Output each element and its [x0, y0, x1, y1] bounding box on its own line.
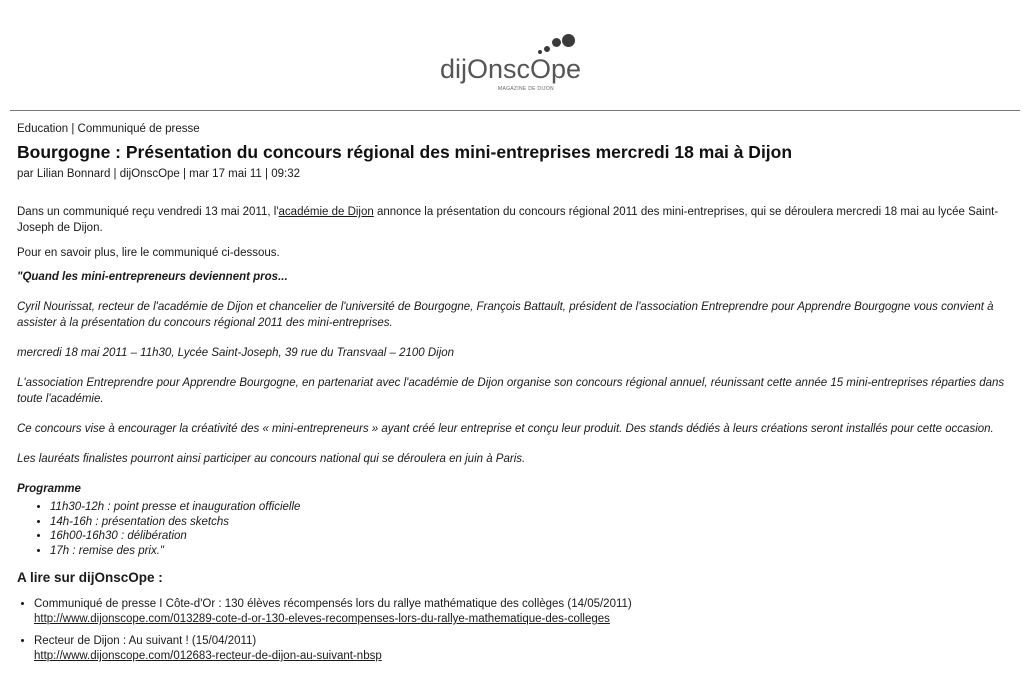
related-list	[17, 597, 1017, 664]
article-title: Bourgogne : Présentation du concours régional des mini-entreprises mercredi 18 mai à Dijon	[17, 142, 793, 162]
intro-text-before: Dans un communiqué reçu vendredi 13 mai 2011, l'	[17, 206, 279, 218]
related-item-link[interactable]: http://www.dijonscope.com/013289-cote-d-or-130-eleves-recompenses-lors-du-rallye-mathematique-des-colleges	[34, 613, 610, 625]
academie-link[interactable]: académie de Dijon	[278, 206, 374, 218]
programme-item: • 16h00-16h30 : délibération	[50, 529, 1017, 544]
site-logo[interactable]	[440, 34, 590, 94]
read-more-paragraph: Pour en savoir plus, lire le communiqué ci-dessous.	[17, 247, 280, 259]
intro-text-after: annonce la présentation du concours régional 2011 des mini-entreprises, qui se déroulera mercredi 18 mai au lycée Saint-Joseph de Dijon.	[17, 206, 999, 234]
intro-paragraph	[17, 204, 1017, 236]
article-byline: par Lilian Bonnard | dijOnscOpe | mar 17 mai 11 | 09:32	[17, 168, 300, 180]
logo-tagline: MAGAZINE DE DIJON	[498, 86, 554, 92]
related-item	[34, 634, 1017, 664]
quote-heading: "Quand les mini-entrepreneurs deviennent pros...	[17, 271, 288, 283]
related-heading: A lire sur dijOnscOpe :	[17, 570, 163, 585]
article	[17, 123, 1017, 671]
related-item-title: Recteur de Dijon : Au suivant ! (15/04/2011)	[34, 635, 257, 647]
header-divider	[10, 110, 1020, 111]
paragraph-concours: Ce concours vise à encourager la créativité des « mini-entrepreneurs » ayant créé leur entreprise et conçu leur produit. Des stands dédiés à leurs créations seront installés pour cette occasion.	[17, 423, 994, 435]
related-item	[34, 597, 1017, 627]
related-item-link[interactable]: http://www.dijonscope.com/012683-recteur-de-dijon-au-suivant-nbsp	[34, 650, 382, 662]
paragraph-date-location: mercredi 18 mai 2011 – 11h30, Lycée Saint-Joseph, 39 rue du Transvaal – 2100 Dijon	[17, 347, 455, 359]
programme-item: • 11h30-12h : point presse et inauguration officielle	[50, 500, 1017, 515]
logo-text: dijOnscOpe	[440, 54, 582, 84]
article-category[interactable]: Education | Communiqué de presse	[17, 123, 200, 135]
programme-heading: Programme	[17, 483, 81, 495]
programme-item: • 17h : remise des prix."	[50, 544, 1017, 559]
related-item-title: Communiqué de presse I Côte-d'Or : 130 élèves récompensés lors du rallye mathématique des collèges (14/05/2011)	[34, 598, 632, 610]
programme-item: • 14h-16h : présentation des sketchs	[50, 515, 1017, 530]
programme-list	[17, 500, 1017, 558]
paragraph-association: L'association Entreprendre pour Apprendre Bourgogne, en partenariat avec l'académie de Dijon organise son concours régional annuel, réunissant cette année 15 mini-entreprises réparties dans toute l'académie.	[17, 377, 1005, 405]
paragraph-invitation: Cyril Nourissat, recteur de l'académie de Dijon et chancelier de l'université de Bourgogne, François Battault, président de l'association Entreprendre pour Apprendre Bourgogne vous convient à assister à la présentation du concours régional 2011 des mini-entreprises.	[17, 301, 994, 329]
paragraph-laureats: Les lauréats finalistes pourront ainsi participer au concours national qui se déroulera en juin à Paris.	[17, 453, 526, 465]
